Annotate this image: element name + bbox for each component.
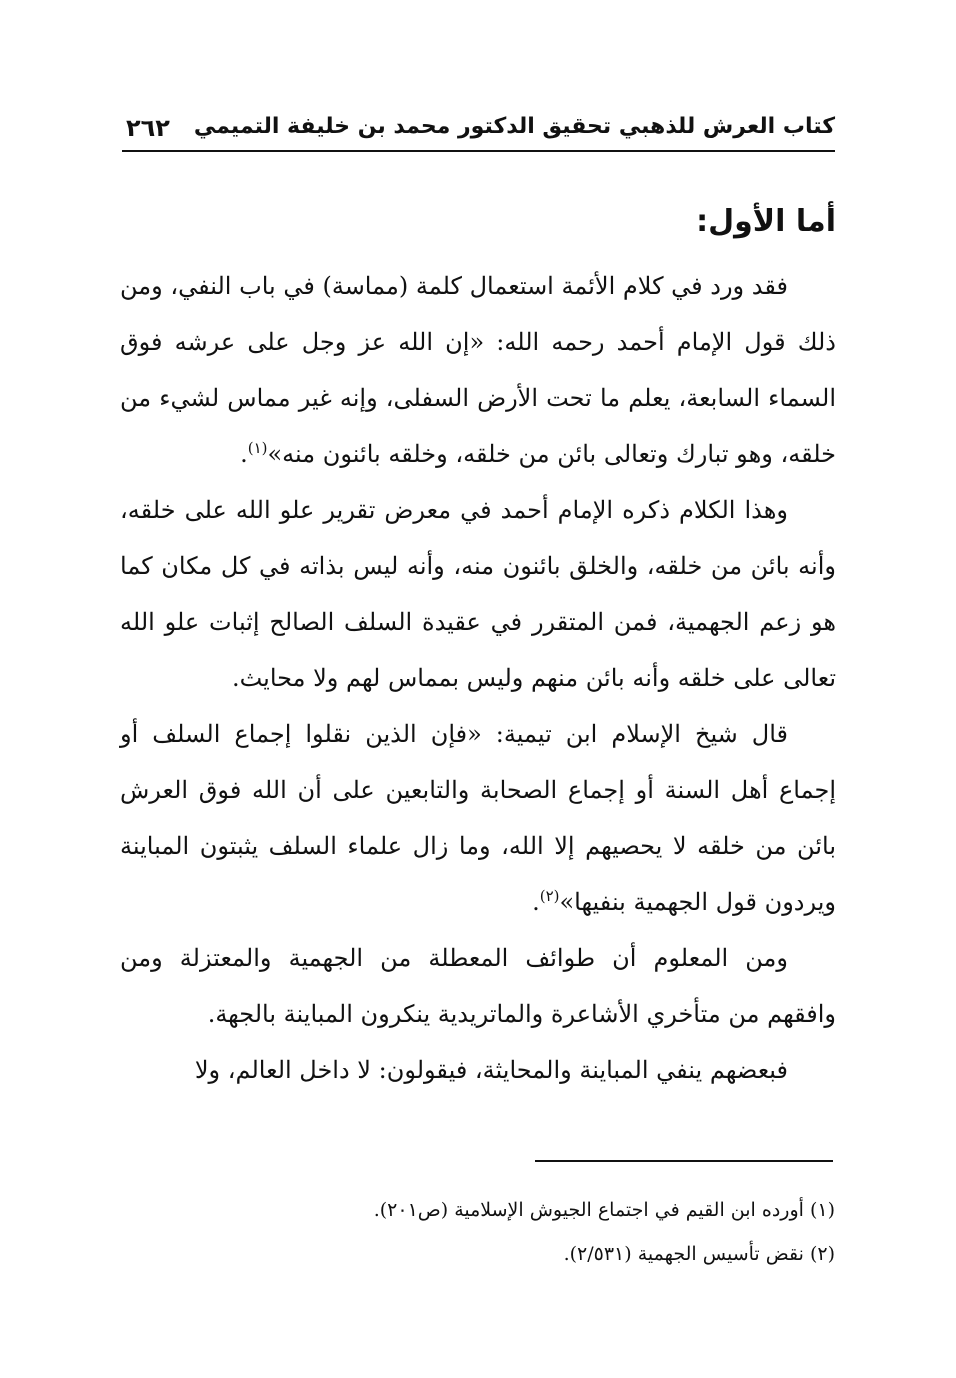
paragraph [120, 706, 836, 930]
running-header [122, 112, 835, 152]
paragraph-text: فبعضهم ينفي المباينة والمحايثة، فيقولون: لا داخل العالم، ولا [194, 1056, 788, 1084]
paragraph-text: ومن المعلوم أن طوائف المعطلة من الجهمية والمعتزلة ومن وافقهم من متأخري الأشاعرة والماتريدية ينكرون المباينة بالجهة. [120, 944, 836, 1028]
paragraph-tail: . [240, 440, 248, 468]
footnote-separator [535, 1160, 833, 1162]
paragraph-text: فقد ورد في كلام الأئمة استعمال كلمة (مماسة) في باب النفي، ومن ذلك قول الإمام أحمد رحمه الله: «إن الله عز وجل على عرشه فوق السماء السابعة، يعلم ما تحت الأرض السفلى، وإنه غير مماس لشيء من خلقه، وهو تبارك وتعالى بائن من خلقه، وخلقه بائنون منه» [120, 272, 836, 468]
section-heading: أما الأول: [696, 204, 836, 239]
footnote-1: (١) أورده ابن القيم في اجتماع الجيوش الإسلامية (ص٢٠١). [373, 1199, 835, 1221]
paragraph [120, 258, 836, 482]
main-text [120, 196, 836, 1098]
paragraph [120, 930, 836, 1042]
paragraph [120, 482, 836, 706]
page-number: ٢٦٢ [126, 114, 170, 142]
paragraph-tail: . [532, 888, 540, 916]
footnote-reference: (١) [247, 439, 268, 457]
paragraph [120, 1042, 836, 1098]
footnote-reference: (٢) [539, 887, 560, 905]
book-title: كتاب العرش للذهبي تحقيق الدكتور محمد بن خليفة التميمي [193, 114, 835, 139]
footnotes [300, 1188, 835, 1276]
paragraph-text: وهذا الكلام ذكره الإمام أحمد في معرض تقرير علو الله على خلقه، وأنه بائن من خلقه، والخلق بائنون منه، وأنه ليس بذاته في كل مكان كما هو زعم الجهمية، فمن المتقرر في عقيدة السلف الصالح إثبات علو الله تعالى على خلقه وأنه بائن منهم وليس بمماس لهم ولا محايث. [120, 496, 836, 692]
footnote-2: (٢) نقض تأسيس الجهمية (٢/٥٣١). [563, 1243, 835, 1265]
paragraph-text: قال شيخ الإسلام ابن تيمية: «فإن الذين نقلوا إجماع السلف أو إجماع أهل السنة أو إجماع الصحابة والتابعين على أن الله فوق العرش بائن من خلقه لا يحصيهم إلا الله، وما زال علماء السلف يثبتون المباينة ويردون قول الجهمية بنفيها» [120, 720, 836, 916]
